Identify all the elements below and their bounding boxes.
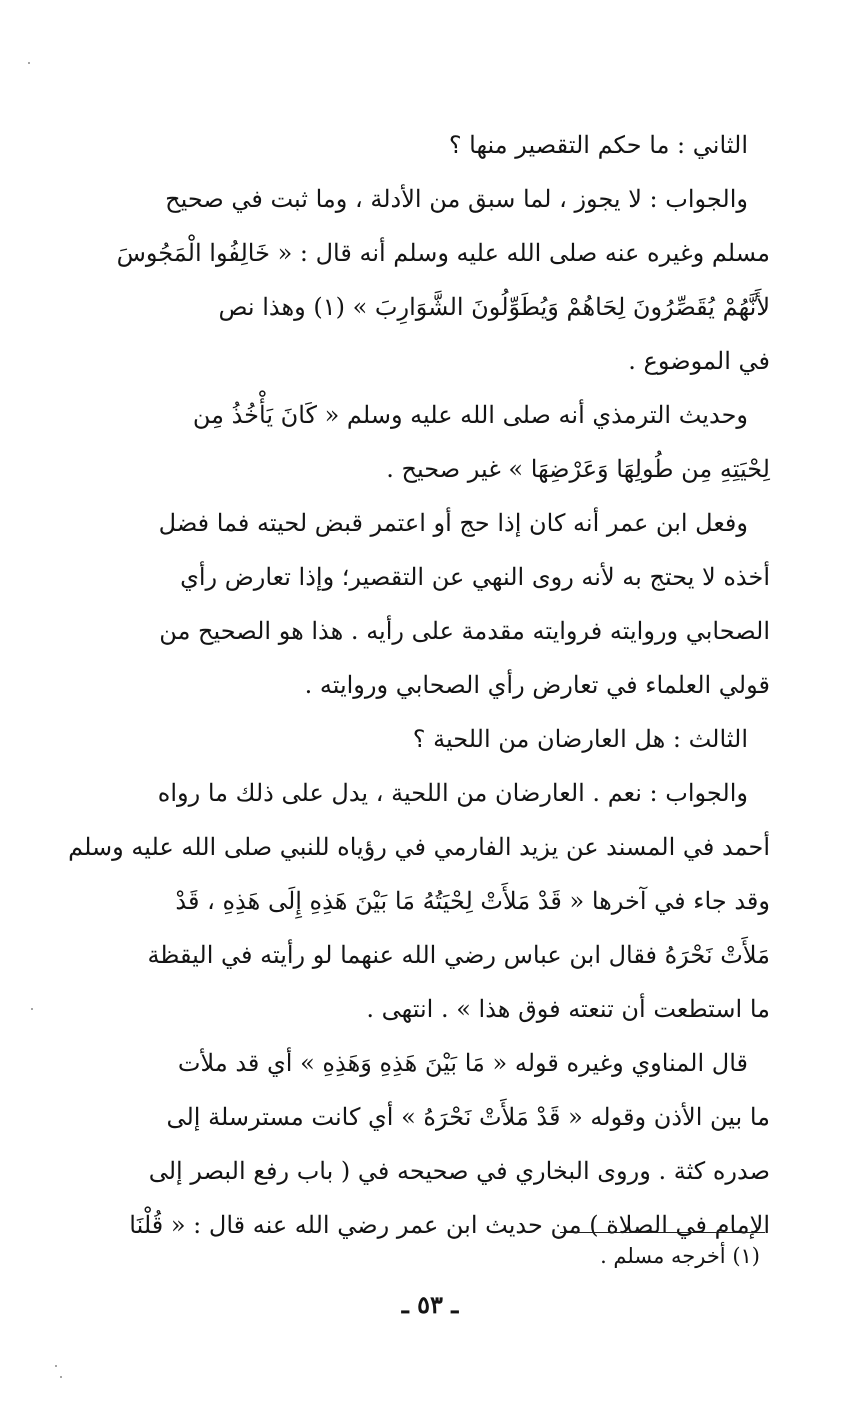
text-line: مَلأَتْ نَحْرَهُ فقال ابن عباس رضي الله عنهما لو رأيته في اليقظة: [147, 941, 770, 969]
text-line: ما استطعت أن تنعته فوق هذا » . انتهى .: [366, 995, 770, 1023]
text-line: لِحْيَتِهِ مِن طُولِهَا وَعَرْضِهَا » غير صحيح .: [386, 455, 770, 483]
text-line: ما بين الأذن وقوله « قَدْ مَلأَتْ نَحْرَهُ » أي كانت مسترسلة إلى: [166, 1103, 770, 1131]
text-line: صدره كثة . وروى البخاري في صحيحه في ( باب رفع البصر إلى: [148, 1157, 770, 1185]
scan-speck: [31, 1008, 33, 1010]
section-heading-second: الثاني : ما حكم التقصير منها ؟: [448, 131, 748, 159]
footnote: (١) أخرجه مسلم .: [600, 1244, 760, 1268]
text-line: وحديث الترمذي أنه صلى الله عليه وسلم « كَانَ يَأْخُذُ مِن: [192, 401, 748, 429]
text-line: وقد جاء في آخرها « قَدْ مَلأَتْ لِحْيَتُهُ مَا بَيْنَ هَذِهِ إِلَى هَذِهِ ، قَدْ: [175, 887, 770, 915]
text-line: وفعل ابن عمر أنه كان إذا حج أو اعتمر قبض لحيته فما فضل: [158, 509, 748, 537]
text-line: قولي العلماء في تعارض رأي الصحابي وروايته .: [304, 671, 770, 699]
text-line: الصحابي وروايته فروايته مقدمة على رأيه . هذا هو الصحيح من: [159, 617, 770, 645]
main-text: [68, 118, 770, 1252]
scan-speck: [55, 1365, 57, 1367]
text-line: والجواب : نعم . العارضان من اللحية ، يدل على ذلك ما رواه: [157, 779, 748, 807]
text-line: قال المناوي وغيره قوله « مَا بَيْنَ هَذِهِ وَهَذِهِ » أي قد ملأت: [177, 1049, 748, 1077]
text-line: والجواب : لا يجوز ، لما سبق من الأدلة ، وما ثبت في صحيح: [165, 185, 748, 213]
page-number: ـ ٥٣ ـ: [401, 1290, 459, 1319]
footnote-divider: [560, 1232, 765, 1233]
text-line: أخذه لا يحتج به لأنه روى النهي عن التقصير؛ وإذا تعارض رأي: [180, 563, 770, 591]
section-heading-third: الثالث : هل العارضان من اللحية ؟: [412, 725, 748, 753]
text-line: مسلم وغيره عنه صلى الله عليه وسلم أنه قال : « خَالِفُوا الْمَجُوسَ: [116, 239, 770, 267]
text-line: الإمام في الصلاة ) من حديث ابن عمر رضي الله عنه قال : « قُلْنَا: [129, 1211, 770, 1239]
scan-speck: [60, 1376, 62, 1378]
scan-speck: [28, 62, 30, 64]
text-line: في الموضوع .: [628, 347, 770, 375]
text-line: لأَنَّهُمْ يُقَصِّرُونَ لِحَاهُمْ وَيُطَوِّلُونَ الشَّوَارِبَ » (١) وهذا نص: [218, 293, 770, 321]
text-line: أحمد في المسند عن يزيد الفارمي في رؤياه للنبي صلى الله عليه وسلم: [68, 833, 770, 861]
